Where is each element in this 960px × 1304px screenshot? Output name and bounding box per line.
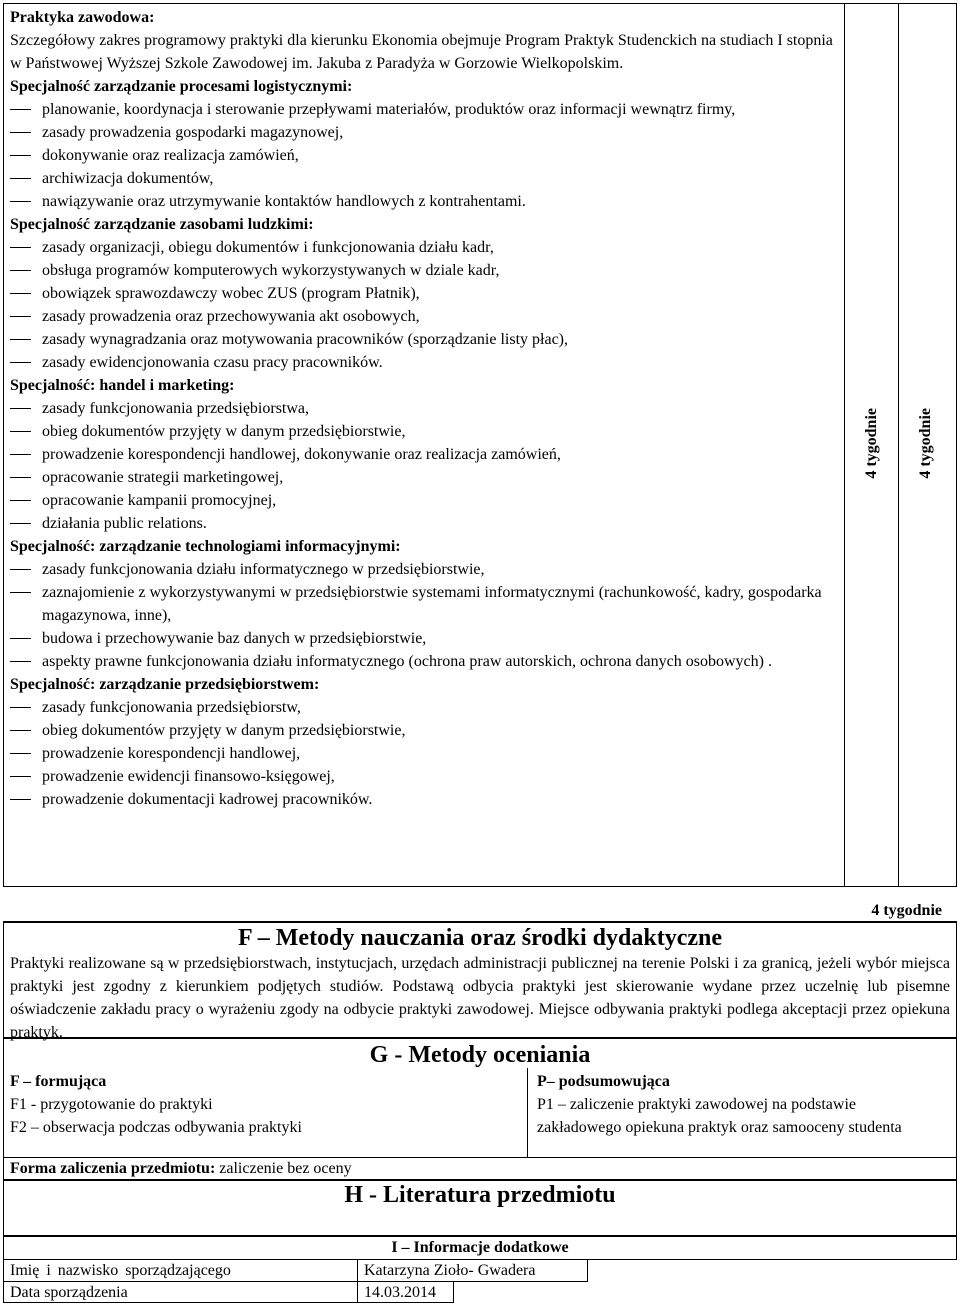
list-item — [10, 351, 842, 374]
list-item — [10, 282, 842, 305]
list-item-text: opracowanie strategii marketingowej, — [42, 469, 284, 486]
list-item-text: działania public relations. — [42, 515, 207, 532]
dash-bullet — [10, 454, 31, 455]
list-item — [10, 512, 842, 535]
dash-bullet — [10, 155, 31, 156]
list-item — [10, 190, 842, 213]
list-item-text: zasady organizacji, obiegu dokumentów i funkcjonowania działu kadr, — [42, 239, 494, 256]
section-g-divider — [527, 1068, 528, 1158]
dash-bullet — [10, 500, 31, 501]
list-item-text: prowadzenie korespondencji handlowej, — [42, 745, 301, 762]
dash-bullet — [10, 776, 31, 777]
hours-column-divider-2 — [898, 3, 899, 887]
hours-col2: 4 tygodnie — [917, 408, 934, 479]
dash-bullet — [10, 661, 31, 662]
list-item-text: aspekty prawne funkcjonowania działu informatycznego (ochrona praw autorskich, ochrona danych osobowych) . — [42, 653, 772, 670]
practice-intro: Szczegółowy zakres programowy praktyki dla kierunku Ekonomia obejmuje Program Praktyk Studenckich na studiach I stopnia w Państwowej Wyższej Szkole Zawodowej im. Jakuba z Paradyża w Gorzowie Wielkopolskim. — [10, 32, 833, 72]
list-item — [10, 696, 842, 719]
list-item-text: zasady prowadzenia oraz przechowywania akt osobowych, — [42, 308, 420, 325]
dash-bullet — [10, 477, 31, 478]
hours-col1: 4 tygodnie — [863, 408, 880, 479]
dash-bullet — [10, 730, 31, 731]
assessment-form-label: Forma zaliczenia przedmiotu: — [10, 1160, 216, 1177]
list-item — [10, 259, 842, 282]
section-i-title: I – Informacje dodatkowe — [391, 1239, 569, 1256]
date-value: 14.03.2014 — [364, 1284, 436, 1301]
list-item-text: zasady wynagradzania oraz motywowania pracowników (sporządzanie listy płac), — [42, 331, 569, 348]
specialization-title: Specjalność: zarządzanie przedsiębiorstwem: — [10, 676, 320, 693]
dash-bullet — [10, 799, 31, 800]
dash-bullet — [10, 178, 31, 179]
list-item — [10, 144, 842, 167]
practice-heading: Praktyka zawodowa: — [10, 9, 155, 26]
hours-column-divider-1 — [844, 3, 845, 887]
dash-bullet — [10, 707, 31, 708]
dash-bullet — [10, 270, 31, 271]
dash-bullet — [10, 569, 31, 570]
summative-title: P– podsumowująca — [537, 1073, 670, 1090]
list-item — [10, 489, 842, 512]
list-item-text: obowiązek sprawozdawczy wobec ZUS (program Płatnik), — [42, 285, 420, 302]
summative-block — [537, 1070, 917, 1139]
specialization-list — [10, 558, 842, 673]
list-item-text: obieg dokumentów przyjęty w danym przedsiębiorstwie, — [42, 423, 406, 440]
list-item — [10, 167, 842, 190]
list-item-text: archiwizacja dokumentów, — [42, 170, 214, 187]
total-hours: 4 tygodnie — [871, 902, 942, 919]
list-item-text: planowanie, koordynacja i sterowanie przepływami materiałów, produktów oraz informacji wewnątrz firmy, — [42, 101, 736, 118]
list-item — [10, 121, 842, 144]
specialization-list — [10, 696, 842, 811]
formative-item-1: F1 - przygotowanie do praktyki — [10, 1096, 213, 1113]
formative-title: F – formująca — [10, 1073, 107, 1090]
list-item-text: zasady funkcjonowania przedsiębiorstwa, — [42, 400, 310, 417]
specialization-list — [10, 236, 842, 374]
list-item-text: prowadzenie dokumentacji kadrowej pracowników. — [42, 791, 373, 808]
dash-bullet — [10, 109, 31, 110]
section-g-title: G - Metody oceniania — [369, 1042, 591, 1068]
section-f-title: F – Metody nauczania oraz środki dydaktyczne — [238, 925, 722, 951]
assessment-form — [10, 1157, 710, 1180]
specialization-sections — [10, 75, 842, 811]
list-item — [10, 98, 842, 121]
list-item-text: budowa i przechowywanie baz danych w przedsiębiorstwie, — [42, 630, 427, 647]
dash-bullet — [10, 362, 31, 363]
list-item — [10, 627, 842, 650]
specialization-title: Specjalność: handel i marketing: — [10, 377, 235, 394]
specialization-title: Specjalność: zarządzanie technologiami informacyjnymi: — [10, 538, 401, 555]
list-item — [10, 558, 842, 581]
section-h-title: H - Literatura przedmiotu — [344, 1182, 616, 1208]
date-label: Data sporządzenia — [10, 1284, 128, 1301]
list-item-text: prowadzenie korespondencji handlowej, dokonywanie oraz realizacja zamówień, — [42, 446, 561, 463]
list-item-text: zaznajomienie z wykorzystywanymi w przedsiębiorstwie systemami informatycznymi (rachunkowość, kadry, gospodarka magazynowa, inne), — [42, 584, 822, 624]
dash-bullet — [10, 247, 31, 248]
dash-bullet — [10, 408, 31, 409]
author-value: Katarzyna Zioło- Gwadera — [364, 1262, 536, 1279]
list-item-text: prowadzenie ewidencji finansowo-księgowej, — [42, 768, 335, 785]
summative-text: P1 – zaliczenie praktyki zawodowej na podstawie zakładowego opiekuna praktyk oraz samooceny studenta — [537, 1096, 902, 1136]
list-item-text: nawiązywanie oraz utrzymywanie kontaktów handlowych z kontrahentami. — [42, 193, 526, 210]
list-item-text: obsługa programów komputerowych wykorzystywanych w dziale kadr, — [42, 262, 500, 279]
list-item-text: zasady funkcjonowania działu informatycznego w przedsiębiorstwie, — [42, 561, 485, 578]
formative-item-2: F2 – obserwacja podczas odbywania praktyki — [10, 1119, 302, 1136]
dash-bullet — [10, 523, 31, 524]
list-item-text: zasady ewidencjonowania czasu pracy pracowników. — [42, 354, 383, 371]
dash-bullet — [10, 431, 31, 432]
dash-bullet — [10, 592, 31, 593]
list-item-text: obieg dokumentów przyjęty w danym przedsiębiorstwie, — [42, 722, 406, 739]
author-label: Imię i nazwisko sporządzającego — [10, 1262, 231, 1279]
list-item — [10, 742, 842, 765]
list-item — [10, 420, 842, 443]
dash-bullet — [10, 316, 31, 317]
list-item-text: zasady funkcjonowania przedsiębiorstw, — [42, 699, 301, 716]
list-item-text: zasady prowadzenia gospodarki magazynowej, — [42, 124, 344, 141]
dash-bullet — [10, 132, 31, 133]
list-item — [10, 443, 842, 466]
assessment-form-value: zaliczenie bez oceny — [215, 1160, 352, 1177]
dash-bullet — [10, 339, 31, 340]
specialization-list — [10, 98, 842, 213]
dash-bullet — [10, 638, 31, 639]
list-item — [10, 650, 842, 673]
specialization-title: Specjalność zarządzanie zasobami ludzkimi: — [10, 216, 314, 233]
list-item — [10, 719, 842, 742]
formative-block — [10, 1070, 520, 1139]
list-item — [10, 397, 842, 420]
dash-bullet — [10, 293, 31, 294]
list-item — [10, 765, 842, 788]
list-item — [10, 328, 842, 351]
dash-bullet — [10, 753, 31, 754]
list-item-text: opracowanie kampanii promocyjnej, — [42, 492, 277, 509]
specialization-list — [10, 397, 842, 535]
list-item — [10, 466, 842, 489]
specialization-title: Specjalność zarządzanie procesami logistycznymi: — [10, 78, 353, 95]
list-item — [10, 788, 842, 811]
section-f-text: Praktyki realizowane są w przedsiębiorstwach, instytucjach, urzędach administracji publicznej na terenie Polski i za granicą, jeżeli wybór miejsca praktyki jest zgodny z kierunkiem podjętych studiów. Podstawą odbycia praktyki jest skierowanie wydane przez uczelnię lub pisemne oświadczenie zakładu pracy o wyrażeniu zgody na odbycie praktyki zawodowej. Miejsce odbywania praktyki podlega akceptacji przez opiekuna praktyk. — [10, 955, 950, 1041]
dash-bullet — [10, 201, 31, 202]
list-item — [10, 305, 842, 328]
practice-content — [10, 6, 842, 811]
list-item-text: dokonywanie oraz realizacja zamówień, — [42, 147, 299, 164]
list-item — [10, 581, 842, 627]
list-item — [10, 236, 842, 259]
